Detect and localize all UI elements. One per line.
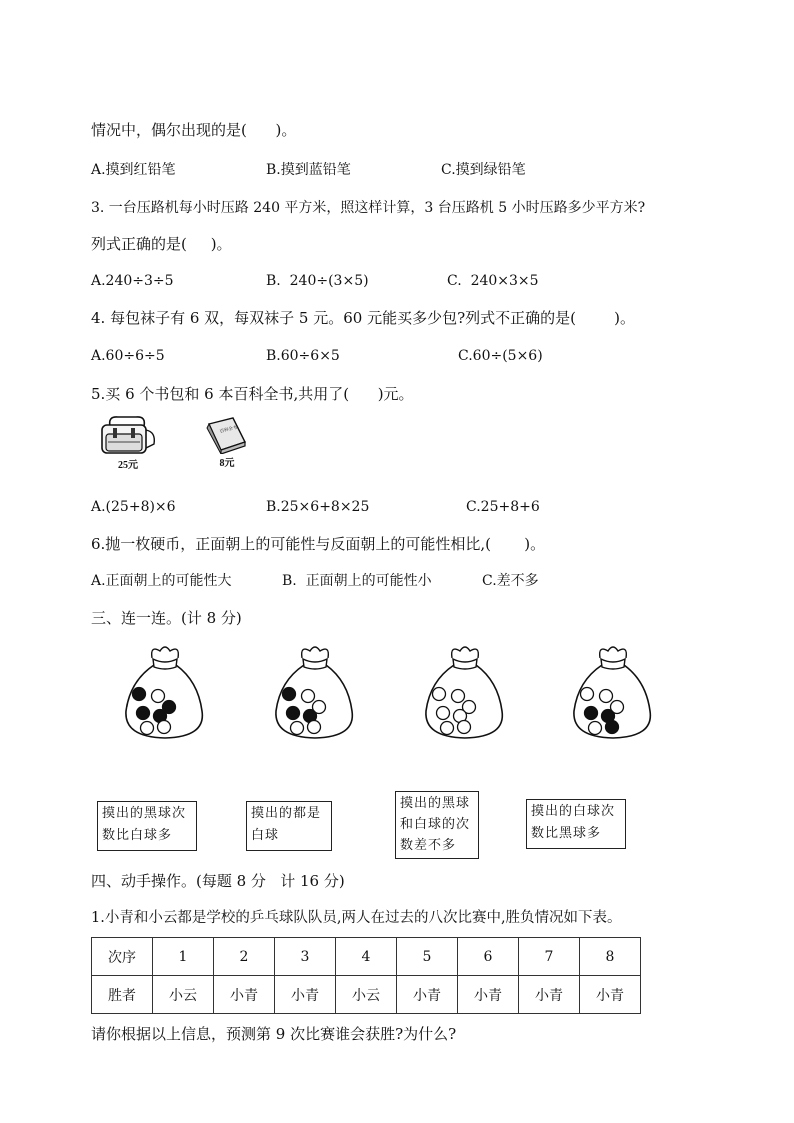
table-cell: 小青 [580, 976, 641, 1014]
q4-1-text: 1.小青和小云都是学校的乒乓球队队员,两人在过去的八次比赛中,胜负情况如下表。 [91, 910, 622, 926]
q2-option-c: C.摸到绿铅笔 [441, 162, 526, 178]
section-4-title: 四、动手操作。(每题 8 分 计 16 分) [91, 872, 345, 890]
card-all-white[interactable] [246, 801, 332, 851]
card-about-equal[interactable] [395, 791, 479, 859]
q4-1-question: 请你根据以上信息，预测第 9 次比赛谁会获胜?为什么? [91, 1025, 457, 1043]
table-cell: 小青 [275, 976, 336, 1014]
table-row-order [92, 938, 641, 976]
card-line: 摸出的黑球次 [102, 806, 187, 821]
card-white-more[interactable] [526, 799, 626, 849]
white-ball [433, 688, 446, 701]
q6-option-b: B. 正面朝上的可能性小 [282, 573, 432, 589]
ball-bag-1[interactable] [120, 641, 210, 741]
black-ball [287, 707, 300, 720]
card-line: 数比黑球多 [531, 826, 602, 841]
white-ball [152, 690, 165, 703]
white-ball [581, 688, 594, 701]
black-ball [585, 707, 598, 720]
q5-text: 5.买 6 个书包和 6 本百科全书,共用了( )元。 [91, 385, 414, 403]
black-ball [283, 688, 296, 701]
q6-text: 6.抛一枚硬币，正面朝上的可能性与反面朝上的可能性相比,( )。 [91, 535, 546, 553]
schoolbag-item [96, 414, 160, 471]
q5-option-a: A.(25+8)×6 [91, 499, 176, 515]
encyclopedia-price: 8元 [219, 458, 235, 469]
encyclopedia-icon [203, 416, 249, 454]
table-cell: 7 [519, 938, 580, 976]
bag-tie [152, 647, 179, 658]
q3-option-c: C. 240×3×5 [447, 273, 539, 289]
table-cell: 小青 [458, 976, 519, 1014]
card-line: 摸出的都是 [251, 806, 322, 821]
bag-neck [303, 659, 327, 669]
card-line: 数比白球多 [102, 828, 173, 843]
bag-tie [600, 647, 627, 658]
q6-option-c: C.差不多 [482, 573, 539, 589]
white-ball [458, 721, 471, 734]
white-ball [308, 721, 321, 734]
q6-option-a: A.正面朝上的可能性大 [91, 573, 232, 589]
card-line: 摸出的黑球 [400, 796, 471, 811]
q3-text-line2: 列式正确的是( )。 [91, 235, 232, 253]
card-line: 白球 [251, 828, 280, 843]
table-cell: 小青 [397, 976, 458, 1014]
black-ball [133, 688, 146, 701]
ball-bag-4[interactable] [568, 641, 658, 741]
white-ball [158, 721, 171, 734]
table-cell: 3 [275, 938, 336, 976]
table-cell: 小青 [214, 976, 275, 1014]
card-black-more[interactable] [97, 801, 197, 851]
white-ball [452, 690, 465, 703]
q2-tail-text: 情况中，偶尔出现的是( )。 [91, 121, 297, 139]
q4-option-a: A.60÷6÷5 [91, 348, 165, 364]
white-ball [141, 722, 154, 735]
black-ball [137, 707, 150, 720]
q2-option-a: A.摸到红铅笔 [91, 162, 176, 178]
white-ball [291, 722, 304, 735]
table-row-winner [92, 976, 641, 1014]
match-results-table [91, 937, 641, 1014]
white-ball [589, 722, 602, 735]
q5-option-b: B.25×6+8×25 [266, 499, 370, 515]
bag-neck [601, 659, 625, 669]
black-ball [606, 721, 619, 734]
white-ball [441, 722, 454, 735]
encyclopedia-cover-text: 百科全书 [219, 425, 239, 435]
q3-option-b: B. 240÷(3×5) [266, 273, 369, 289]
table-cell: 胜者 [92, 976, 153, 1014]
ball-bag-2[interactable] [270, 641, 360, 741]
encyclopedia-item [203, 416, 251, 469]
schoolbag-icon [96, 414, 158, 456]
card-line: 数差不多 [400, 838, 457, 853]
card-line: 和白球的次 [400, 817, 471, 832]
bag-neck [153, 659, 177, 669]
bag-tie [302, 647, 329, 658]
bag-tie [452, 647, 479, 658]
bag-neck [453, 659, 477, 669]
q3-option-a: A.240÷3÷5 [91, 273, 174, 289]
white-ball [600, 690, 613, 703]
q4-text: 4. 每包袜子有 6 双，每双袜子 5 元。60 元能买多少包?列式不正确的是( )。 [91, 309, 635, 327]
table-cell: 2 [214, 938, 275, 976]
table-cell: 4 [336, 938, 397, 976]
table-cell: 小云 [153, 976, 214, 1014]
table-cell: 小云 [336, 976, 397, 1014]
white-ball [437, 707, 450, 720]
table-cell: 次序 [92, 938, 153, 976]
white-ball [302, 690, 315, 703]
q5-option-c: C.25+8+6 [466, 499, 540, 515]
table-cell: 5 [397, 938, 458, 976]
table-cell: 6 [458, 938, 519, 976]
card-line: 摸出的白球次 [531, 804, 616, 819]
table-cell: 1 [153, 938, 214, 976]
table-cell: 小青 [519, 976, 580, 1014]
q2-option-b: B.摸到蓝铅笔 [266, 162, 351, 178]
q4-option-c: C.60÷(5×6) [458, 348, 543, 364]
ball-bag-3[interactable] [420, 641, 510, 741]
schoolbag-price: 25元 [118, 460, 138, 471]
q4-option-b: B.60÷6×5 [266, 348, 340, 364]
table-cell: 8 [580, 938, 641, 976]
section-3-title: 三、连一连。(计 8 分) [91, 609, 242, 627]
q3-text-line1: 3. 一台压路机每小时压路 240 平方米，照这样计算，3 台压路机 5 小时压路多少平方米? [91, 200, 646, 216]
